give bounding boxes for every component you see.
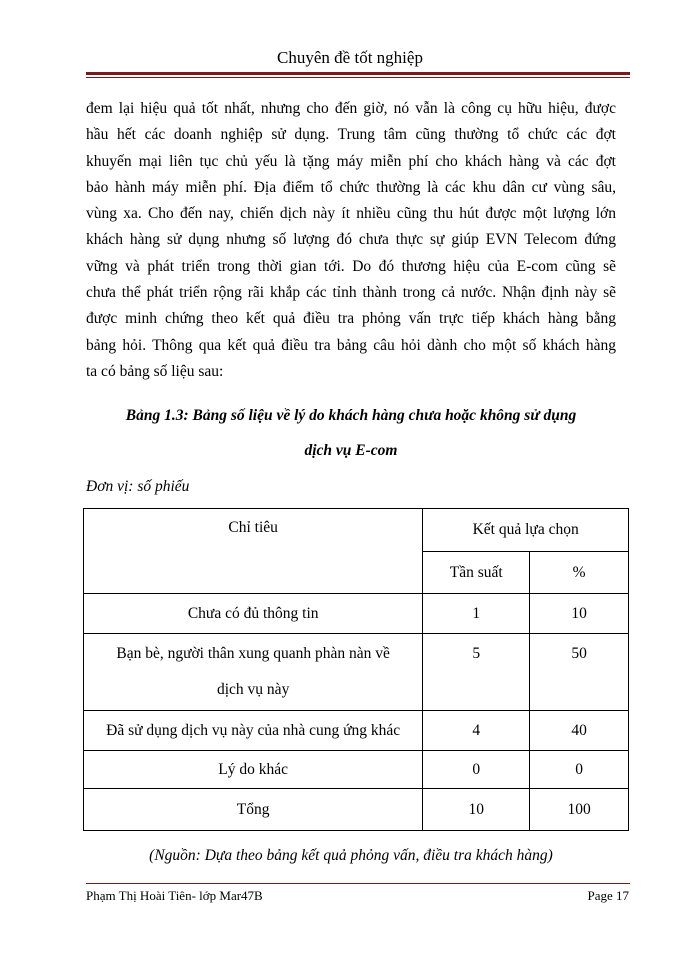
table-total-row — [84, 789, 629, 831]
row-label — [84, 634, 423, 711]
body-line: được minh chứng theo kết quả điều tra phỏng vấn trực tiếp khách hàng bằng — [86, 310, 616, 328]
header-percent: % — [530, 552, 629, 594]
table-row — [84, 751, 629, 789]
row-percent: 50 — [530, 634, 629, 711]
survey-table — [83, 508, 629, 831]
row-label-line1: Bạn bè, người thân xung quanh phàn nàn về — [116, 645, 390, 662]
row-percent: 100 — [530, 789, 629, 831]
row-frequency: 1 — [423, 594, 530, 634]
body-line: khách hàng sử dụng nhưng số lượng đó chưa thực sự giúp EVN Telecom đứng — [86, 231, 616, 249]
body-line: vững và phát triển trong thời gian tới. Do đó thương hiệu của E-com cũng sẽ — [86, 257, 616, 275]
row-label: Tổng — [84, 789, 423, 831]
body-line: ta có bảng số liệu sau: — [86, 362, 224, 380]
row-frequency: 10 — [423, 789, 530, 831]
table-header-row — [84, 509, 629, 552]
header-rule-thick — [86, 72, 630, 75]
source-note: (Nguồn: Dựa theo bảng kết quả phỏng vấn, điều tra khách hàng) — [149, 847, 553, 864]
table-row — [84, 634, 629, 711]
row-label: Đã sử dụng dịch vụ này của nhà cung ứng khác — [84, 711, 423, 751]
body-line: bảo hành máy miễn phí. Địa điểm tổ chức thường là các khu dân cư vùng sâu, — [86, 178, 616, 196]
body-line: đem lại hiệu quả tốt nhất, nhưng cho đến giờ, nó vẫn là công cụ hữu hiệu, được — [86, 100, 616, 117]
page-header-title: Chuyên đề tốt nghiệp — [277, 48, 423, 67]
table-row — [84, 711, 629, 751]
unit-label: Đơn vị: số phiếu — [86, 478, 190, 495]
table-caption-line1: Bảng 1.3: Bảng số liệu về lý do khách hàng chưa hoặc không sử dụng — [125, 407, 577, 424]
row-label-line2: dịch vụ này — [217, 681, 290, 698]
row-frequency: 5 — [423, 634, 530, 711]
row-percent: 0 — [530, 751, 629, 789]
header-result: Kết quả lựa chọn — [423, 509, 629, 552]
header-criteria: Chỉ tiêu — [84, 509, 423, 594]
row-frequency: 0 — [423, 751, 530, 789]
row-label: Lý do khác — [84, 751, 423, 789]
row-percent: 40 — [530, 711, 629, 751]
table-caption-line2: dịch vụ E-com — [304, 442, 398, 459]
table-row — [84, 594, 629, 634]
footer-rule — [86, 883, 630, 884]
body-line: vùng xa. Cho đến nay, chiến dịch này ít nhiều cũng thu hút được một lượng lớn — [86, 205, 616, 223]
body-line: khuyến mại liên tục chủ yếu là tặng máy miễn phí cho khách hàng và các đợt — [86, 152, 616, 170]
row-label: Chưa có đủ thông tin — [84, 594, 423, 634]
header-frequency: Tần suất — [423, 552, 530, 594]
row-percent: 10 — [530, 594, 629, 634]
body-line: bảng hỏi. Thông qua kết quả điều tra bảng câu hỏi dành cho một số khách hàng — [86, 336, 616, 354]
footer-page-number: Page 17 — [587, 888, 629, 903]
footer-author: Phạm Thị Hoài Tiên- lớp Mar47B — [86, 888, 263, 903]
body-paragraph — [86, 96, 616, 385]
header-rule-thin — [86, 77, 630, 78]
body-line: chưa thể phát triển rộng rãi khắp các tỉnh thành trong cả nước. Nhận định này sẽ — [86, 284, 616, 302]
body-line: hầu hết các doanh nghiệp sử dụng. Trung tâm cũng thường tổ chức các đợt — [86, 126, 616, 144]
row-frequency: 4 — [423, 711, 530, 751]
